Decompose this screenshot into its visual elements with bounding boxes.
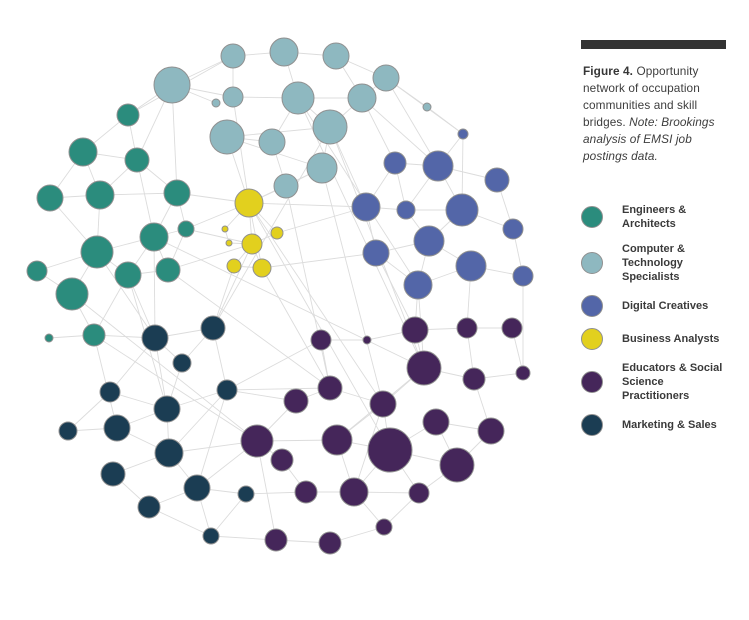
network-node-computer-technology-specialists [313, 110, 347, 144]
network-node-educators-social-science-practitioners [516, 366, 530, 380]
network-node-educators-social-science-practitioners [363, 336, 371, 344]
network-node-engineers-architects [83, 324, 105, 346]
network-node-educators-social-science-practitioners [463, 368, 485, 390]
network-node-educators-social-science-practitioners [319, 532, 341, 554]
network-node-engineers-architects [140, 223, 168, 251]
network-node-business-analysts [253, 259, 271, 277]
network-node-engineers-architects [56, 278, 88, 310]
network-node-marketing-sales [203, 528, 219, 544]
network-node-marketing-sales [100, 382, 120, 402]
network-node-digital-creatives [503, 219, 523, 239]
network-edge [213, 244, 252, 328]
network-node-business-analysts [227, 259, 241, 273]
network-node-computer-technology-specialists [323, 43, 349, 69]
legend [581, 203, 729, 436]
network-node-educators-social-science-practitioners [284, 389, 308, 413]
network-node-engineers-architects [45, 334, 53, 342]
network-node-computer-technology-specialists [212, 99, 220, 107]
network-node-engineers-architects [117, 104, 139, 126]
network-edge [227, 388, 330, 390]
network-node-educators-social-science-practitioners [368, 428, 412, 472]
network-node-business-analysts [226, 240, 232, 246]
legend-item-business-analysts [581, 328, 729, 350]
network-node-educators-social-science-practitioners [322, 425, 352, 455]
network-node-marketing-sales [155, 439, 183, 467]
network-node-digital-creatives [404, 271, 432, 299]
network-node-marketing-sales [104, 415, 130, 441]
caption-rule-bar [581, 40, 726, 49]
figure-caption-label: Figure 4. [583, 64, 634, 78]
network-edge [286, 186, 330, 388]
legend-swatch-circle [581, 252, 603, 274]
network-node-marketing-sales [173, 354, 191, 372]
network-edge [154, 237, 155, 338]
network-node-digital-creatives [363, 240, 389, 266]
network-node-computer-technology-specialists [274, 174, 298, 198]
figure-caption-note: Note: Brookings analysis of EMSI job postings data. [583, 115, 715, 163]
network-edge [249, 203, 383, 404]
network-node-business-analysts [271, 227, 283, 239]
network-node-engineers-architects [115, 262, 141, 288]
network-node-digital-creatives [352, 193, 380, 221]
network-node-educators-social-science-practitioners [478, 418, 504, 444]
network-edge [249, 203, 366, 207]
network-node-engineers-architects [178, 221, 194, 237]
legend-label: Digital Creatives [622, 300, 709, 312]
network-node-engineers-architects [69, 138, 97, 166]
network-node-computer-technology-specialists [154, 67, 190, 103]
network-node-computer-technology-specialists [348, 84, 376, 112]
network-node-educators-social-science-practitioners [318, 376, 342, 400]
legend-label: Marketing & Sales [622, 419, 717, 431]
legend-item-digital-creatives [581, 295, 729, 317]
network-node-engineers-architects [27, 261, 47, 281]
legend-label: Engineers & Architects [622, 204, 687, 230]
network-node-educators-social-science-practitioners [440, 448, 474, 482]
network-node-digital-creatives [423, 151, 453, 181]
network-node-educators-social-science-practitioners [423, 409, 449, 435]
network-node-computer-technology-specialists [373, 65, 399, 91]
network-node-educators-social-science-practitioners [370, 391, 396, 417]
network-edge [249, 203, 390, 450]
network-node-computer-technology-specialists [221, 44, 245, 68]
network-node-business-analysts [235, 189, 263, 217]
network-node-educators-social-science-practitioners [241, 425, 273, 457]
network-node-educators-social-science-practitioners [502, 318, 522, 338]
network-node-educators-social-science-practitioners [409, 483, 429, 503]
network-node-marketing-sales [154, 396, 180, 422]
legend-item-engineers-architects [581, 203, 729, 231]
figure-caption [583, 63, 729, 165]
legend-label: Computer & Technology Specialists [622, 243, 685, 283]
legend-swatch-circle [581, 328, 603, 350]
network-node-marketing-sales [101, 462, 125, 486]
network-node-digital-creatives [397, 201, 415, 219]
network-node-marketing-sales [142, 325, 168, 351]
network-node-digital-creatives [458, 129, 468, 139]
legend-label: Business Analysts [622, 333, 720, 345]
network-node-digital-creatives [485, 168, 509, 192]
network-node-computer-technology-specialists [282, 82, 314, 114]
network-node-educators-social-science-practitioners [265, 529, 287, 551]
network-node-digital-creatives [446, 194, 478, 226]
legend-item-marketing-sales [581, 414, 729, 436]
network-node-engineers-architects [37, 185, 63, 211]
network-node-engineers-architects [125, 148, 149, 172]
legend-swatch-circle [581, 371, 603, 393]
network-node-engineers-architects [86, 181, 114, 209]
network-node-marketing-sales [201, 316, 225, 340]
network-node-educators-social-science-practitioners [376, 519, 392, 535]
network-node-marketing-sales [184, 475, 210, 501]
network-node-educators-social-science-practitioners [457, 318, 477, 338]
legend-item-educators-social-science-practitioners [581, 361, 729, 403]
network-node-computer-technology-specialists [223, 87, 243, 107]
legend-swatch-circle [581, 295, 603, 317]
network-node-educators-social-science-practitioners [407, 351, 441, 385]
figure-caption-text: Opportunity network of occupation communities and skill bridges. [583, 64, 700, 129]
network-node-computer-technology-specialists [259, 129, 285, 155]
network-node-computer-technology-specialists [307, 153, 337, 183]
network-node-educators-social-science-practitioners [311, 330, 331, 350]
legend-swatch-circle [581, 414, 603, 436]
network-node-educators-social-science-practitioners [340, 478, 368, 506]
network-node-marketing-sales [217, 380, 237, 400]
network-node-engineers-architects [156, 258, 180, 282]
nodes-group [27, 38, 533, 554]
network-edge [94, 335, 117, 428]
network-node-computer-technology-specialists [423, 103, 431, 111]
network-node-business-analysts [222, 226, 228, 232]
network-node-digital-creatives [384, 152, 406, 174]
network-node-marketing-sales [238, 486, 254, 502]
network-node-engineers-architects [164, 180, 190, 206]
network-node-educators-social-science-practitioners [271, 449, 293, 471]
caption-legend-panel [581, 40, 729, 447]
network-node-business-analysts [242, 234, 262, 254]
legend-label: Educators & Social Science Practitioners [622, 362, 723, 402]
network-node-computer-technology-specialists [270, 38, 298, 66]
network-node-marketing-sales [138, 496, 160, 518]
network-node-educators-social-science-practitioners [295, 481, 317, 503]
legend-swatch-circle [581, 206, 603, 228]
network-node-digital-creatives [414, 226, 444, 256]
network-node-marketing-sales [59, 422, 77, 440]
network-node-digital-creatives [513, 266, 533, 286]
network-node-digital-creatives [456, 251, 486, 281]
legend-item-computer-technology-specialists [581, 242, 729, 284]
network-node-educators-social-science-practitioners [402, 317, 428, 343]
network-node-computer-technology-specialists [210, 120, 244, 154]
network-node-engineers-architects [81, 236, 113, 268]
